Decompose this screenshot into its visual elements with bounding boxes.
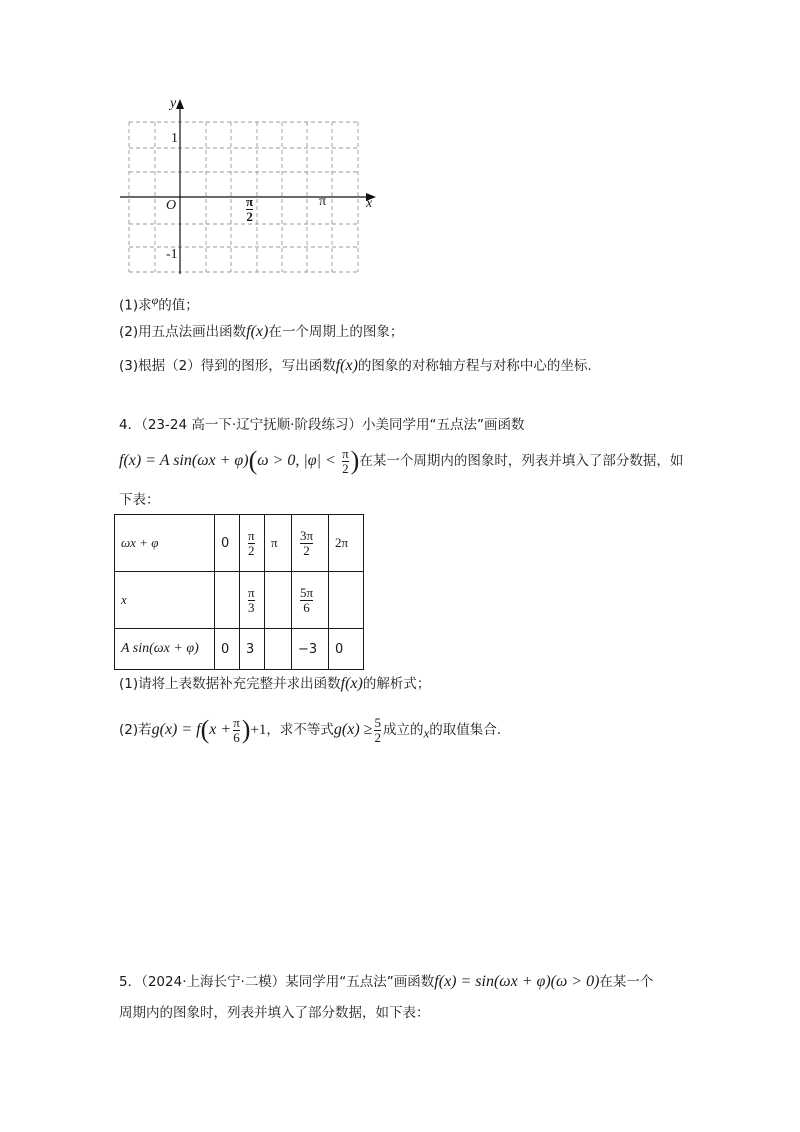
table-cell: $\frac{3\pi}{2}$ <box>292 515 329 572</box>
table-cell <box>265 629 292 670</box>
q4-data-table <box>114 514 364 670</box>
q3-part1: (1)求φ的值； <box>119 293 199 314</box>
q3-part2: (2)用五点法画出函数f(x)在一个周期上的图象； <box>119 323 404 340</box>
q4-formula-line: f(x) = A sin(ωx + φ)(ω > 0, |φ| < $\frac{\pi}{2}$ )在某一个周期内的图象时，列表并填入了部分数据，如 <box>119 445 684 476</box>
q5-line2: 周期内的图象时，列表并填入了部分数据，如下表： <box>119 1005 430 1021</box>
table-cell: $\frac{\pi}{3}$ <box>240 572 265 629</box>
q4-heading: 4．（23-24 高一下·辽宁抚顺·阶段练习）小美同学用“五点法”画函数 <box>119 417 525 433</box>
q4-part1: (1)请将上表数据补充完整并求出函数f(x)的解析式； <box>119 675 431 692</box>
table-cell: 2π <box>329 515 364 572</box>
q4-part2: (2)若g(x) = f(x + $\frac{\pi}{6}$ )+1，求不等式g(x) ≥ $\frac{5}{2}$ 成立的x的取值集合. <box>119 714 502 745</box>
q5-heading: 5．（2024·上海长宁·二模）某同学用“五点法”画函数f(x) = sin(ωx + φ)(ω > 0)在某一个 <box>119 973 654 990</box>
x-axis-label: x <box>366 196 373 211</box>
tick-label-pi: π <box>319 194 327 209</box>
table-row <box>115 629 364 670</box>
table-cell: 0 <box>215 629 240 670</box>
origin-label: O <box>166 198 177 213</box>
tick-label-neg-1: -1 <box>166 247 178 262</box>
table-cell <box>215 572 240 629</box>
table-row <box>115 572 364 629</box>
table-cell: 0 <box>329 629 364 670</box>
table-cell: π <box>265 515 292 572</box>
table-row-header: A sin(ωx + φ) <box>115 629 215 670</box>
table-row-header: ωx + φ <box>115 515 215 572</box>
coordinate-grid-graph <box>110 92 390 282</box>
table-cell <box>329 572 364 629</box>
table-row <box>115 515 364 572</box>
q3-part3: (3)根据（2）得到的图形，写出函数f(x)的图象的对称轴方程与对称中心的坐标. <box>119 357 592 374</box>
table-cell: $\frac{\pi}{2}$ <box>240 515 265 572</box>
table-row-header: x <box>115 572 215 629</box>
table-cell: 3 <box>240 629 265 670</box>
y-axis-label: y <box>170 96 177 111</box>
table-cell: 0 <box>215 515 240 572</box>
table-cell: −3 <box>292 629 329 670</box>
tick-label-1: 1 <box>171 131 178 146</box>
table-cell: $\frac{5\pi}{6}$ <box>292 572 329 629</box>
tick-label-pi-half: $\frac{\pi}{2}$ <box>246 194 254 224</box>
table-cell <box>265 572 292 629</box>
q4-line3: 下表： <box>119 492 160 508</box>
